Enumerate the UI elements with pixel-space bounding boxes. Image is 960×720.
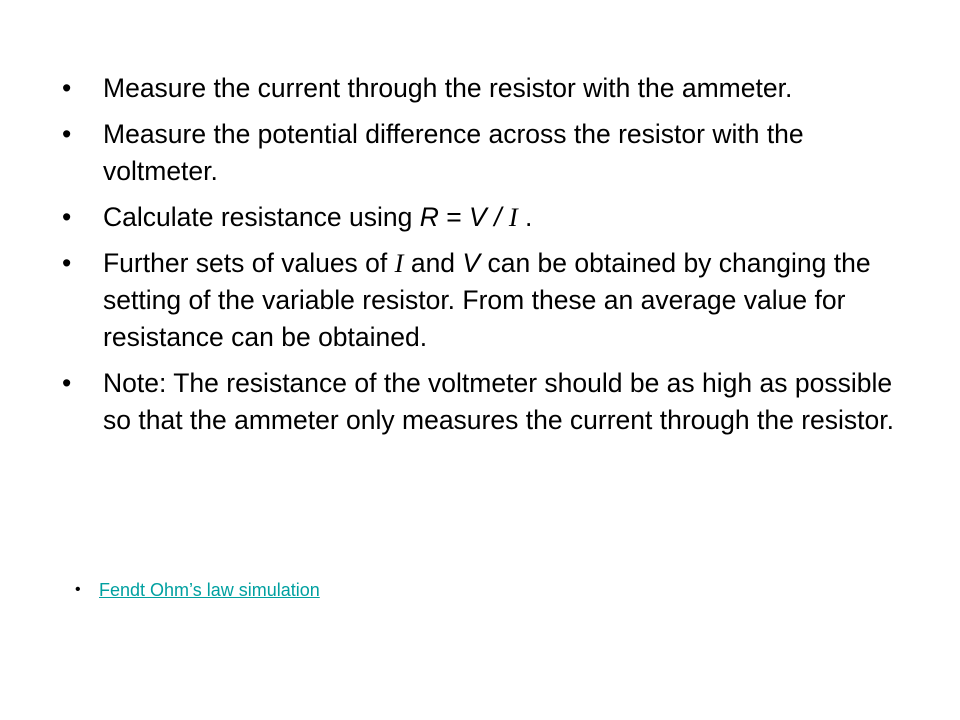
symbol-v: V	[462, 248, 481, 278]
symbol-i: I	[394, 248, 404, 278]
bullet-further-sets	[62, 245, 912, 356]
bullet-text-part: =	[438, 202, 470, 232]
fendt-simulation-link[interactable]: Fendt Ohm’s law simulation	[99, 580, 320, 600]
bullet-note	[62, 365, 912, 439]
bullet-text-part: /	[486, 202, 509, 232]
bullet-marker: •	[75, 581, 81, 598]
bullet-measure-current	[62, 70, 912, 107]
symbol-v: V	[469, 202, 487, 232]
bullet-text-part: and	[403, 248, 463, 278]
symbol-r: R	[419, 202, 439, 232]
bullet-marker: •	[62, 368, 72, 398]
bullet-text-part: Calculate resistance using	[103, 202, 420, 232]
bullet-marker: •	[62, 248, 72, 278]
bullet-text-part: can be obtained by changing the setting of the variable resistor. From these an average value for resistance can be obtained.	[103, 248, 871, 352]
symbol-i: I	[508, 202, 518, 232]
bullet-text: Measure the current through the resistor with the ammeter.	[103, 73, 793, 103]
bullet-marker: •	[62, 202, 72, 232]
bullet-measure-pd	[62, 116, 912, 190]
bullet-list	[62, 70, 912, 448]
bullet-text-part: .	[517, 202, 533, 232]
bullet-text: Note: The resistance of the voltmeter should be as high as possible so that the ammeter only measures the current through the resistor.	[103, 368, 894, 435]
bullet-calculate-resistance	[62, 199, 912, 236]
bullet-text-part: Further sets of values of	[103, 248, 395, 278]
link-list-item	[75, 576, 320, 604]
bullet-text: Measure the potential difference across the resistor with the voltmeter.	[103, 119, 804, 186]
bullet-marker: •	[62, 119, 72, 149]
bullet-marker: •	[62, 73, 72, 103]
